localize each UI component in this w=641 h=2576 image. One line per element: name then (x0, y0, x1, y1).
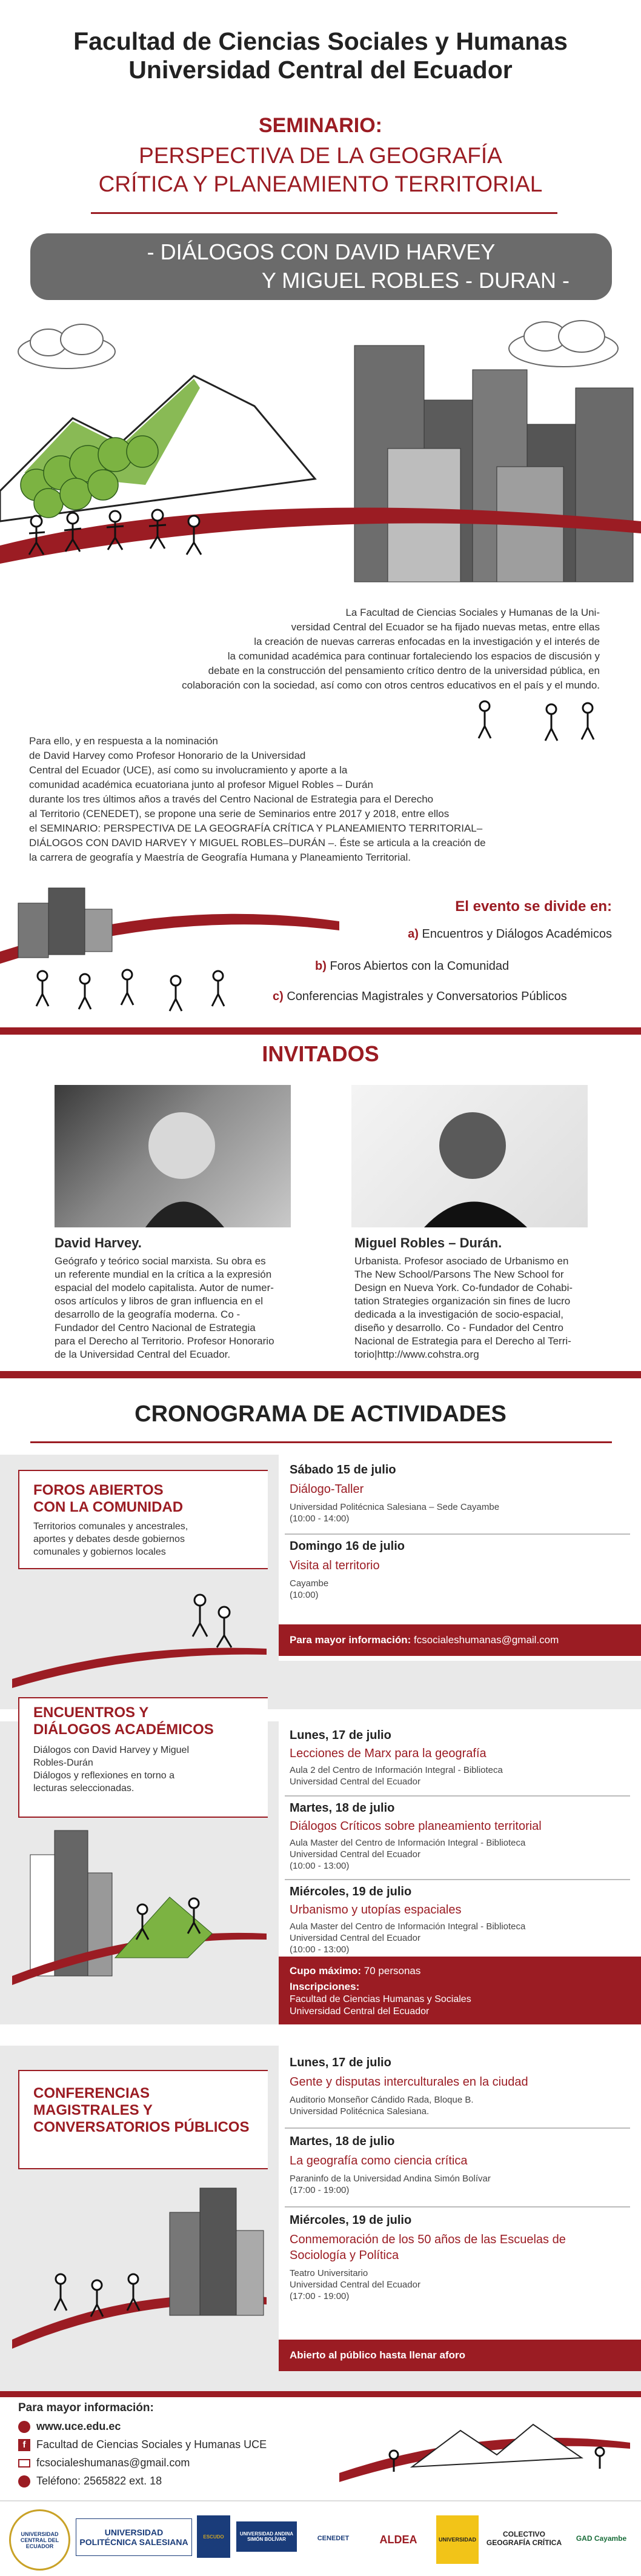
footer-facebook-link[interactable]: Facultad de Ciencias Sociales y Humanas UCE (36, 2438, 267, 2451)
conferencias-event-3-place-2: Universidad Central del Ecuador (290, 2280, 420, 2290)
encuentros-event-2-title: Diálogos Críticos sobre planeamiento territorial (290, 1820, 542, 1833)
encuentros-event-3-date: Miércoles, 19 de julio (290, 1885, 412, 1898)
encuentros-event-1-place-2: Universidad Central del Ecuador (290, 1777, 420, 1787)
inscripciones-label: Inscripciones: (290, 1981, 360, 1992)
encuentros-title-1: ENCUENTROS Y (33, 1704, 149, 1721)
foros-title-1: FOROS ABIERTOS (33, 1482, 164, 1498)
logo-aldea: ALDEA (379, 2533, 417, 2546)
cronograma-underline (30, 1441, 612, 1443)
conferencias-event-3-title-2: Sociología y Política (290, 2249, 399, 2262)
conferencias-event-1-date: Lunes, 17 de julio (290, 2056, 391, 2069)
event-separator (285, 2127, 630, 2129)
section-divider-1 (0, 1027, 641, 1035)
divides-heading: El evento se divide en: (455, 898, 612, 915)
foros-event-2-place-1: Cayambe (290, 1578, 329, 1589)
section-divider-3 (0, 2391, 641, 2397)
logo-geografia-critica: COLECTIVO GEOGRAFÍA CRÍTICA (486, 2529, 562, 2547)
foros-illustration (12, 1576, 267, 1697)
foros-event-1-date: Sábado 15 de julio (290, 1463, 396, 1477)
conferencias-event-2-place-1: Paraninfo de la Universidad Andina Simón Bolívar (290, 2174, 491, 2184)
encuentros-event-2-place-2: Universidad Central del Ecuador (290, 1849, 420, 1860)
foros-desc-1: Territorios comunales y ancestrales, (33, 1521, 188, 1532)
event-separator (285, 1533, 630, 1535)
divides-item-b: b) Foros Abiertos con la Comunidad (315, 959, 510, 973)
foros-info-text: Para mayor información: fcsocialeshumanas@gmail.com (290, 1634, 559, 1646)
conferencias-event-1-place-1: Auditorio Monseñor Cándido Rada, Bloque B. (290, 2095, 474, 2105)
conferencias-event-3-title: Conmemoración de los 50 años de las Escuelas de (290, 2233, 566, 2246)
logo-cenedet: CENEDET (317, 2534, 350, 2542)
city-figures-illustration (0, 873, 339, 1024)
logo-uce: UNIVERSIDAD CENTRAL DEL ECUADOR (9, 2509, 70, 2571)
foros-event-1-title: Diálogo-Taller (290, 1483, 364, 1496)
footer-heading: Para mayor información: (18, 2401, 154, 2414)
encuentros-event-2-date: Martes, 18 de julio (290, 1801, 395, 1815)
seminar-title-line1: PERSPECTIVA DE LA GEOGRAFÍA (139, 143, 502, 168)
encuentros-event-1-place-1: Aula 2 del Centro de Información Integral - Biblioteca (290, 1765, 503, 1775)
conferencias-illustration (12, 2176, 267, 2358)
phone-icon (18, 2475, 30, 2488)
conferencias-event-3-place-3: (17:00 - 19:00) (290, 2291, 350, 2301)
conferencias-events-card (279, 2046, 641, 2361)
conferencias-info-text: Abierto al público hasta llenar aforo (290, 2349, 465, 2361)
foros-event-2-title: Visita al territorio (290, 1559, 380, 1572)
hero-illustration (0, 303, 641, 630)
section-divider-2 (0, 1371, 641, 1378)
globe-icon (18, 2421, 30, 2433)
footer-email-link[interactable]: fcsocialeshumanas@gmail.com (36, 2457, 190, 2469)
encuentros-title-2: DIÁLOGOS ACADÉMICOS (33, 1721, 214, 1738)
event-separator (285, 1879, 630, 1880)
encuentros-desc-2: Robles-Durán (33, 1758, 93, 1768)
portrait-icon (55, 1085, 291, 1227)
footer-phone-text: Teléfono: 2565822 ext. 18 (36, 2475, 162, 2487)
foros-desc-3: comunales y gobiernos locales (33, 1547, 166, 1557)
conferencias-event-1-title: Gente y disputas interculturales en la ciudad (290, 2075, 528, 2089)
logo-uasb: UNIVERSIDAD ANDINA SIMÓN BOLÍVAR (236, 2521, 297, 2552)
seminar-label: SEMINARIO: (259, 114, 382, 137)
footer-web-link[interactable]: www.uce.edu.ec (36, 2420, 121, 2432)
logo-gad-cayambe: GAD Cayambe (576, 2534, 627, 2543)
figures-right-icon (460, 697, 618, 746)
conferencias-title-3: CONVERSATORIOS PÚBLICOS (33, 2119, 250, 2135)
foros-event-2-date: Domingo 16 de julio (290, 1540, 405, 1553)
title-divider (91, 212, 557, 214)
pill-text-line2: Y MIGUEL ROBLES - DURAN - (261, 268, 570, 293)
conferencias-event-3-place-1: Teatro Universitario (290, 2268, 368, 2278)
seminar-title-line2: CRÍTICA Y PLANEAMIENTO TERRITORIAL (98, 172, 543, 196)
encuentros-illustration (12, 1818, 267, 1994)
encuentros-event-1-title: Lecciones de Marx para la geografía (290, 1747, 487, 1760)
conferencias-title-1: CONFERENCIAS (33, 2085, 150, 2101)
footer-email-row[interactable] (18, 2457, 190, 2469)
footer-phone-row (18, 2475, 162, 2488)
conferencias-event-1-place-2: Universidad Politécnica Salesiana. (290, 2106, 430, 2117)
event-separator (285, 1795, 630, 1797)
encuentros-desc-4: lecturas seleccionadas. (33, 1783, 135, 1794)
inscripciones-line-1: Facultad de Ciencias Humanas y Sociales (290, 1994, 471, 2004)
harvey-name: David Harvey. (55, 1235, 142, 1250)
footer-web-row[interactable] (18, 2420, 121, 2433)
footer-facebook-row[interactable] (18, 2438, 267, 2451)
foros-event-1-place-2: (10:00 - 14:00) (290, 1513, 350, 1524)
conferencias-event-2-date: Martes, 18 de julio (290, 2135, 395, 2148)
conferencias-event-2-title: La geografía como ciencia crítica (290, 2154, 468, 2167)
encuentros-event-2-place-3: (10:00 - 13:00) (290, 1861, 350, 1871)
logo-ups: UNIVERSIDAD POLITÉCNICA SALESIANA (76, 2518, 192, 2556)
encuentros-event-3-place-3: (10:00 - 13:00) (290, 1944, 350, 1955)
conferencias-title-2: MAGISTRALES Y (33, 2102, 153, 2118)
encuentros-desc-3: Diálogos y reflexiones en torno a (33, 1770, 175, 1781)
event-separator (285, 2206, 630, 2207)
encuentros-event-3-title: Urbanismo y utopías espaciales (290, 1903, 462, 1917)
invitados-heading: INVITADOS (262, 1041, 379, 1066)
harvey-photo (55, 1085, 291, 1227)
foros-event-2-place-2: (10:00) (290, 1590, 319, 1600)
encuentros-event-1-date: Lunes, 17 de julio (290, 1729, 391, 1742)
portrait-icon (351, 1085, 588, 1227)
cupo-text: Cupo máximo: 70 personas (290, 1965, 421, 1977)
robles-name: Miguel Robles – Durán. (354, 1235, 502, 1250)
robles-photo (351, 1085, 588, 1227)
info-email-link[interactable]: fcsocialeshumanas@gmail.com (411, 1634, 559, 1646)
encuentros-event-2-place-1: Aula Master del Centro de Información Integral - Biblioteca (290, 1838, 526, 1848)
inscripciones-line-2: Universidad Central del Ecuador (290, 2006, 430, 2017)
divides-item-c: c) Conferencias Magistrales y Conversatorios Públicos (273, 990, 567, 1003)
logo-shield: ESCUDO (197, 2515, 230, 2558)
conferencias-event-2-place-2: (17:00 - 19:00) (290, 2185, 350, 2195)
encuentros-event-3-place-2: Universidad Central del Ecuador (290, 1933, 420, 1943)
email-icon (18, 2459, 30, 2468)
footer-illustration (339, 2400, 630, 2491)
faculty-title: Facultad de Ciencias Sociales y Humanas (73, 27, 568, 55)
foros-event-1-place-1: Universidad Politécnica Salesiana – Sede Cayambe (290, 1502, 500, 1512)
conferencias-event-3-date: Miércoles, 19 de julio (290, 2214, 412, 2227)
encuentros-desc-1: Diálogos con David Harvey y Miguel (33, 1745, 189, 1755)
foros-desc-2: aportes y debates desde gobiernos (33, 1534, 185, 1544)
cronograma-heading: CRONOGRAMA DE ACTIVIDADES (135, 1401, 506, 1427)
divides-item-a: a) Encuentros y Diálogos Académicos (408, 927, 612, 941)
facebook-icon: f (18, 2439, 30, 2451)
cloud-left-icon (18, 324, 115, 369)
foros-title-2: CON LA COMUNIDAD (33, 1499, 184, 1515)
pill-text-line1: - DIÁLOGOS CON DAVID HARVEY (147, 239, 496, 264)
cloud-right-icon (509, 321, 618, 367)
encuentros-event-3-place-1: Aula Master del Centro de Información Integral - Biblioteca (290, 1921, 526, 1932)
logo-universidad: UNIVERSIDAD (436, 2515, 479, 2564)
university-title: Universidad Central del Ecuador (128, 56, 513, 84)
